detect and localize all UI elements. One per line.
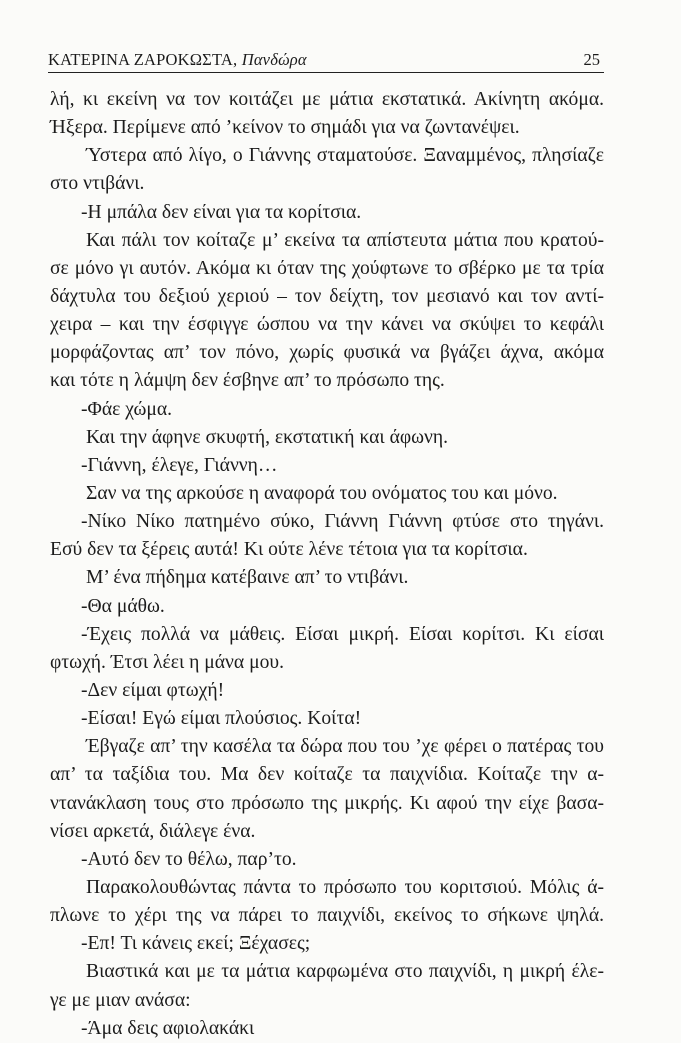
text-line: Και την άφηνε σκυφτή, εκστατική και άφωνη. — [86, 426, 449, 448]
running-header — [48, 50, 604, 72]
text-line: -Αυτό δεν το θέλω, παρ’το. — [81, 848, 297, 870]
text-line: Έβγαζε απ’ την κασέλα τα δώρα που του ’χε φέρει ο πατέρας του — [86, 736, 604, 758]
text-line: πλωνε το χέρι της να πάρει το παιχνίδι, εκείνος το σήκωνε ψηλά. — [50, 905, 604, 927]
text-line: Βιαστικά και με τα μάτια καρφωμένα στο παιχνίδι, η μικρή έλε- — [86, 961, 604, 983]
text-line: φτωχή. Έτσι λέει η μάνα μου. — [50, 651, 284, 673]
body-text — [50, 86, 604, 1043]
text-line: και τότε η λάμψη δεν έσβηνε απ’ το πρόσωπο της. — [50, 370, 445, 392]
text-line: Ήξερα. Περίμενε από ’κείνον το σημάδι για να ζωντανέψει. — [50, 117, 520, 139]
text-line: -Θα μάθω. — [81, 595, 165, 617]
text-line: -Είσαι! Εγώ είμαι πλούσιος. Κοίτα! — [81, 708, 362, 730]
text-line: -Έχεις πολλά να μάθεις. Είσαι μικρή. Είσαι κορίτσι. Κι είσαι — [81, 623, 604, 645]
text-line: λή, κι εκείνη να τον κοιτάζει με μάτια εκστατικά. Ακίνητη ακόμα. — [50, 89, 604, 110]
text-line: -Δεν είμαι φτωχή! — [81, 679, 225, 701]
text-line: Παρακολουθώντας πάντα το πρόσωπο του κοριτσιού. Μόλις ά- — [86, 876, 604, 898]
page-number: 25 — [583, 50, 600, 69]
text-line: στο ντιβάνι. — [50, 173, 145, 195]
text-line: Μ’ ένα πήδημα κατέβαινε απ’ το ντιβάνι. — [86, 567, 409, 589]
text-line: -Νίκο Νίκο πατημένο σύκο, Γιάννη Γιάννη φτύσε στο τηγάνι. — [81, 511, 604, 533]
running-header-work-title: Πανδώρα — [241, 50, 307, 69]
text-line: Σαν να της αρκούσε η αναφορά του ονόματος του και μόνο. — [86, 482, 558, 504]
text-line: νίσει αρκετά, διάλεγε ένα. — [50, 820, 256, 842]
text-line: -Επ! Τι κάνεις εκεί; Ξέχασες; — [81, 933, 311, 955]
text-line: Και πάλι τον κοίταζε μ’ εκείνα τα απίστευτα μάτια που κρατού- — [86, 229, 604, 251]
text-line: δάχτυλα του δεξιού χεριού – τον δείχτη, τον μεσιανό και τον αντί- — [50, 285, 604, 307]
header-rule — [48, 72, 604, 73]
text-line: -Άμα δεις αφιολακάκι — [81, 1017, 255, 1039]
text-line: Εσύ δεν τα ξέρεις αυτά! Κι ούτε λένε τέτοια για τα κορίτσια. — [50, 539, 528, 561]
text-line: σε μόνο γι αυτόν. Ακόμα κι όταν της χούφτωνε το σβέρκο με τα τρία — [50, 257, 604, 279]
text-line: γε με μιαν ανάσα: — [50, 989, 191, 1011]
text-line: -Φάε χώμα. — [81, 398, 173, 420]
text-line: Ύστερα από λίγο, ο Γιάννης σταματούσε. Ξαναμμένος, πλησίαζε — [86, 145, 604, 167]
text-line: -Γιάννη, έλεγε, Γιάννη… — [81, 454, 278, 476]
text-line: μορφάζοντας απ’ τον πόνο, χωρίς φυσικά να βγάζει άχνα, ακόμα — [50, 342, 604, 364]
text-line: απ’ τα ταξίδια του. Μα δεν κοίταζε τα παιχνίδια. Κοίταζε την α- — [50, 764, 604, 786]
text-line: ντανάκλαση τους στο πρόσωπο της μικρής. Κι αφού την είχε βασα- — [50, 792, 604, 814]
running-header-author: ΚΑΤΕΡΙΝΑ ΖΑΡΟΚΩΣΤΑ, Πανδώρα — [48, 50, 307, 69]
text-line: -Η μπάλα δεν είναι για τα κορίτσια. — [81, 201, 362, 223]
text-line: χειρα – και την έσφιγγε ώσπου να την κάνει να σκύψει το κεφάλι — [50, 314, 604, 336]
